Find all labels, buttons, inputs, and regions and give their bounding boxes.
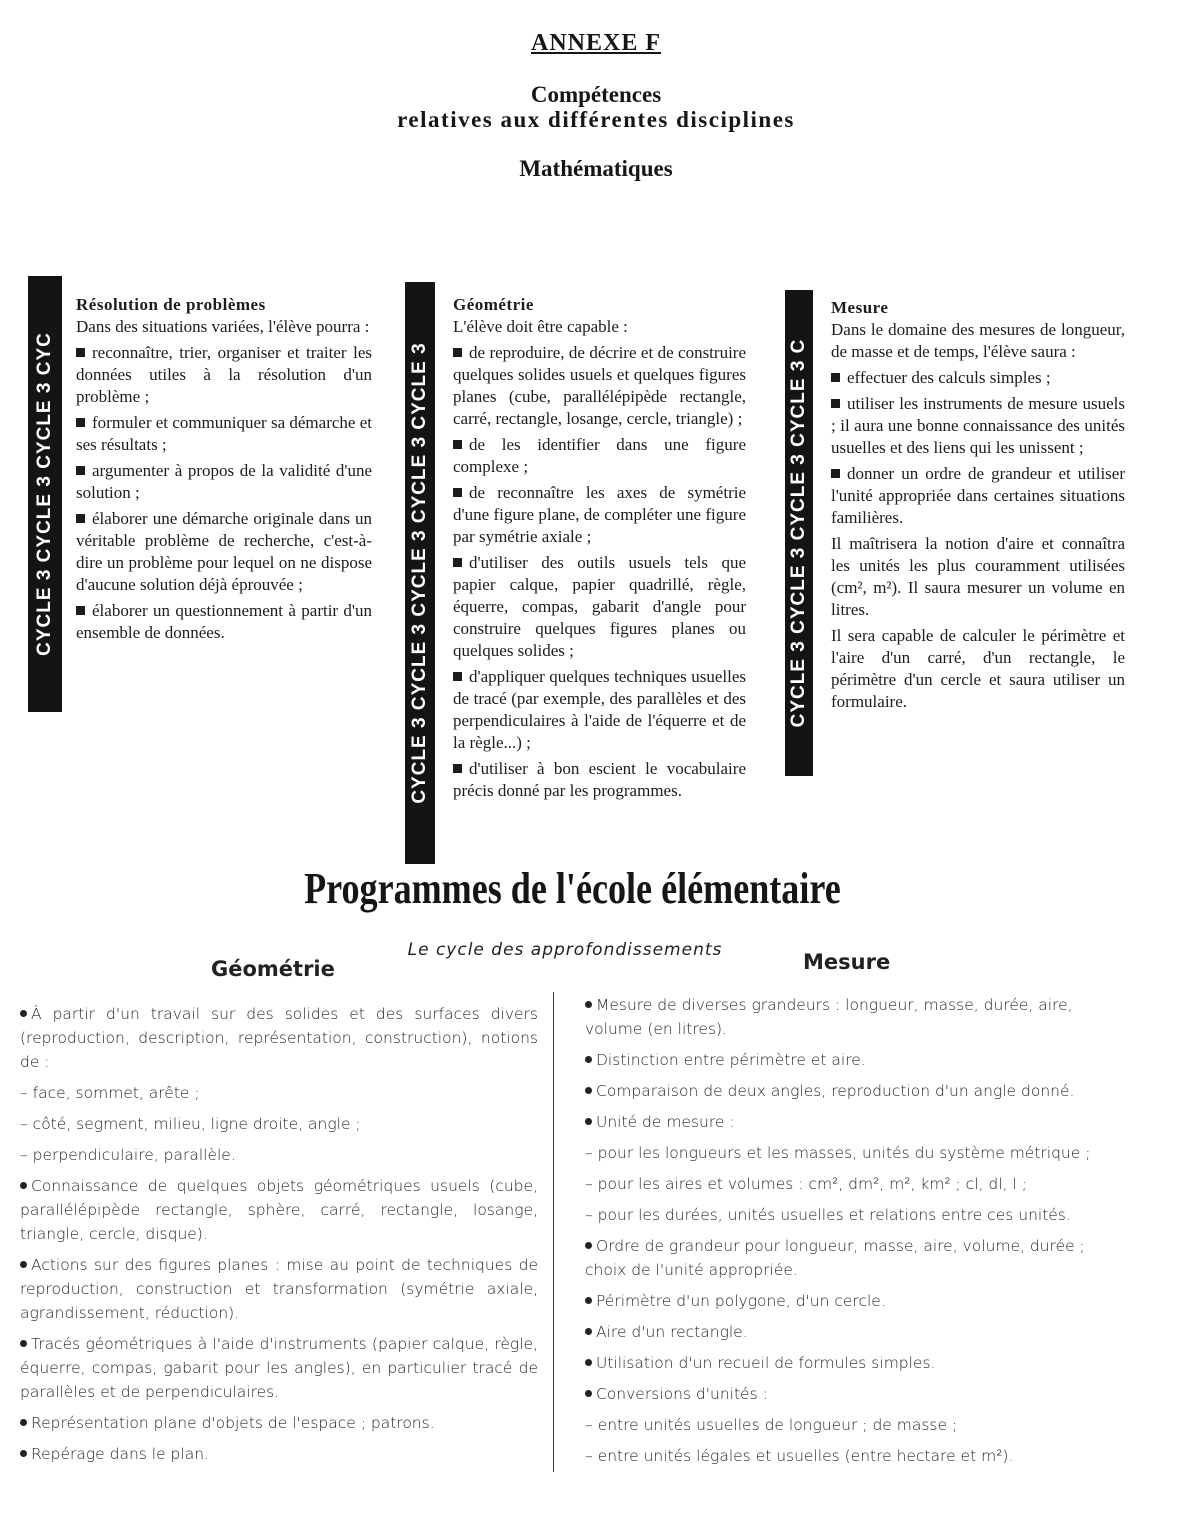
programme-item-text: – côté, segment, milieu, ligne droite, angle ; [20,1115,361,1133]
geometrie-heading: Géométrie [211,957,335,981]
square-bullet-icon [453,672,462,681]
programme-item [585,993,1109,1041]
bullet-icon [20,1450,27,1457]
list-item-text: d'utiliser à bon escient le vocabulaire précis donné par les programmes. [453,759,746,800]
column-items [76,342,372,644]
bullet-icon [585,1297,592,1304]
programme-subitem [585,1444,1109,1468]
programme-item-text: À partir d'un travail sur des solides et des surfaces divers (reproduction, description, représentation, construction), notions de : [20,1005,538,1071]
list-item-text: reconnaître, trier, organiser et traiter les données utiles à la résolution d'un problème ; [76,343,372,406]
list-item-text: d'appliquer quelques techniques usuelles de tracé (par exemple, des parallèles et des perpendiculaires à l'aide de l'équerre et de la règle...) ; [453,667,746,752]
mesure-heading: Mesure [803,950,891,974]
cycle-band-1 [28,276,62,712]
list-item-text: argumenter à propos de la validité d'une solution ; [76,461,372,502]
programme-item [585,1351,1109,1375]
programme-item [20,1253,538,1325]
column-intro: L'élève doit être capable : [453,317,628,336]
square-bullet-icon [76,466,85,475]
programme-item-text: Distinction entre périmètre et aire. [596,1051,866,1069]
square-bullet-icon [453,440,462,449]
annexe-heading: ANNEXE F [530,30,661,56]
programme-subitem [585,1172,1109,1196]
bullet-icon [585,1056,592,1063]
square-bullet-icon [453,558,462,567]
programme-item [20,1174,538,1246]
programme-item [585,1320,1109,1344]
column-title: Géométrie [453,295,534,314]
bullet-icon [20,1010,27,1017]
programme-item-text: – entre unités usuelles de longueur ; de masse ; [585,1416,958,1434]
cycle-band-2-text: CYCLE 3 CYCLE 3 CYCLE 3 CYCLE 3 CYCLE 3 [409,342,430,804]
bullet-icon [20,1340,27,1347]
bullet-icon [585,1390,592,1397]
programme-subitem [585,1141,1109,1165]
programme-item-text: – entre unités légales et usuelles (entre hectare et m²). [585,1447,1014,1465]
column-geometrie [453,294,746,802]
programme-item [20,1411,538,1435]
cycle-band-1-text: CYCLE 3 CYCLE 3 CYCLE 3 CYC [34,332,55,656]
list-item-text: de les identifier dans une figure complexe ; [453,435,746,476]
geometrie-programme-list [20,1002,538,1473]
programme-item-text: Unité de mesure : [596,1113,735,1131]
cycle-band-2 [405,282,435,864]
square-bullet-icon [76,418,85,427]
list-item [76,600,372,644]
column-paragraph: Il maîtrisera la notion d'aire et connaîtra les unités les plus couramment utilisées (cm², m²). Il saura mesurer un volume en litres. [831,534,1125,619]
square-bullet-icon [831,469,840,478]
programme-item [585,1382,1109,1406]
programme-item-text: Périmètre d'un polygone, d'un cercle. [596,1292,886,1310]
column-title: Mesure [831,298,889,317]
subject-title: Mathématiques [519,156,673,181]
programme-subitem [585,1203,1109,1227]
list-item [76,460,372,504]
square-bullet-icon [831,373,840,382]
bullet-icon [20,1419,27,1426]
programmes-subtitle: Le cycle des approfondissements [407,940,723,960]
competences-title: Compétences [530,82,662,107]
programme-item-text: Représentation plane d'objets de l'espace ; patrons. [31,1414,435,1432]
column-mesure [831,297,1125,713]
bullet-icon [585,1242,592,1249]
bullet-icon [585,1001,592,1008]
programme-subitem [20,1112,538,1136]
programme-item-text: Tracés géométriques à l'aide d'instruments (papier calque, règle, équerre, compas, gabarit pour les angles), en particulier tracé de parallèles et de perpendiculaires. [20,1335,538,1401]
square-bullet-icon [453,348,462,357]
programme-item-text: Mesure de diverses grandeurs : longueur, masse, durée, aire, volume (en litres). [585,996,1073,1038]
programme-item-text: Repérage dans le plan. [31,1445,209,1463]
column-divider [553,992,554,1472]
programme-item-text: Comparaison de deux angles, reproduction d'un angle donné. [596,1082,1075,1100]
column-resolution-problemes [76,294,372,644]
column-items [831,367,1125,529]
programme-item-text: Conversions d'unités : [596,1385,768,1403]
list-item [453,482,746,548]
programme-item [585,1234,1109,1282]
list-item [831,367,1125,389]
competences-subtitle: relatives aux différentes disciplines [397,107,795,132]
list-item [453,434,746,478]
list-item [831,463,1125,529]
list-item-text: effectuer des calculs simples ; [847,368,1051,387]
list-item [831,393,1125,459]
list-item [453,342,746,430]
programme-item [585,1079,1109,1103]
programme-item-text: – perpendiculaire, parallèle. [20,1146,236,1164]
programme-item [585,1110,1109,1134]
list-item-text: donner un ordre de grandeur et utiliser l'unité appropriée dans certaines situations familières. [831,464,1125,527]
programme-subitem [585,1413,1109,1437]
square-bullet-icon [831,399,840,408]
square-bullet-icon [76,514,85,523]
mesure-programme-list [585,993,1109,1475]
bullet-icon [20,1182,27,1189]
column-title: Résolution de problèmes [76,295,266,314]
list-item [76,342,372,408]
programme-item-text: – pour les aires et volumes : cm², dm², m², km² ; cl, dl, l ; [585,1175,1027,1193]
programme-item [20,1442,538,1466]
column-intro: Dans le domaine des mesures de longueur, de masse et de temps, l'élève saura : [831,320,1125,361]
list-item-text: de reproduire, de décrire et de construire quelques solides usuels et quelques figures planes (cube, parallélépipède rectangle, carré, rectangle, losange, cercle, triangle) ; [453,343,746,428]
list-item-text: utiliser les instruments de mesure usuels ; il aura une bonne connaissance des unités usuelles et des liens qui les unissent ; [831,394,1125,457]
programme-item [20,1002,538,1074]
column-items [453,342,746,802]
bullet-icon [585,1359,592,1366]
column-paragraph: Il sera capable de calculer le périmètre et l'aire d'un carré, d'un rectangle, le périmètre d'un cercle et saura utiliser un formulaire. [831,626,1125,711]
list-item-text: de reconnaître les axes de symétrie d'une figure plane, de compléter une figure par symétrie axiale ; [453,483,746,546]
programme-item-text: Connaissance de quelques objets géométriques usuels (cube, parallélépipède rectangle, sphère, carré, rectangle, losange, triangle, cercle, disque). [20,1177,538,1243]
programme-subitem [20,1143,538,1167]
square-bullet-icon [76,348,85,357]
programme-item-text: Aire d'un rectangle. [596,1323,748,1341]
list-item [76,412,372,456]
bullet-icon [585,1118,592,1125]
list-item-text: élaborer un questionnement à partir d'un ensemble de données. [76,601,372,642]
bullet-icon [20,1261,27,1268]
cycle-band-3 [785,290,813,776]
programmes-title: Programmes de l'école élémentaire [304,864,841,913]
programme-item-text: Ordre de grandeur pour longueur, masse, aire, volume, durée ; choix de l'unité appropriée. [585,1237,1085,1279]
programme-item [585,1048,1109,1072]
programme-item-text: Actions sur des figures planes : mise au point de techniques de reproduction, construction et transformation (symétrie axiale, agrandissement, réduction). [20,1256,538,1322]
programme-item [20,1332,538,1404]
list-item [453,666,746,754]
list-item [453,552,746,662]
square-bullet-icon [453,764,462,773]
square-bullet-icon [453,488,462,497]
list-item-text: formuler et communiquer sa démarche et ses résultats ; [76,413,372,454]
list-item-text: d'utiliser des outils usuels tels que papier calque, papier quadrillé, règle, équerre, compas, gabarit d'angle pour construire quelques figures planes ou quelques solides ; [453,553,746,660]
list-item-text: élaborer une démarche originale dans un véritable problème de recherche, c'est-à-dire un problème pour lequel on ne dispose d'aucune solution déjà éprouvée ; [76,509,372,594]
cycle-band-3-text: CYCLE 3 CYCLE 3 CYCLE 3 CYCLE 3 C [788,338,809,728]
programme-item-text: – pour les durées, unités usuelles et relations entre ces unités. [585,1206,1071,1224]
programme-item-text: Utilisation d'un recueil de formules simples. [596,1354,936,1372]
column-intro: Dans des situations variées, l'élève pourra : [76,317,370,336]
bullet-icon [585,1087,592,1094]
list-item [453,758,746,802]
bullet-icon [585,1328,592,1335]
list-item [76,508,372,596]
programme-subitem [20,1081,538,1105]
programme-item-text: – pour les longueurs et les masses, unités du système métrique ; [585,1144,1091,1162]
square-bullet-icon [76,606,85,615]
programme-item-text: – face, sommet, arête ; [20,1084,200,1102]
programme-item [585,1289,1109,1313]
